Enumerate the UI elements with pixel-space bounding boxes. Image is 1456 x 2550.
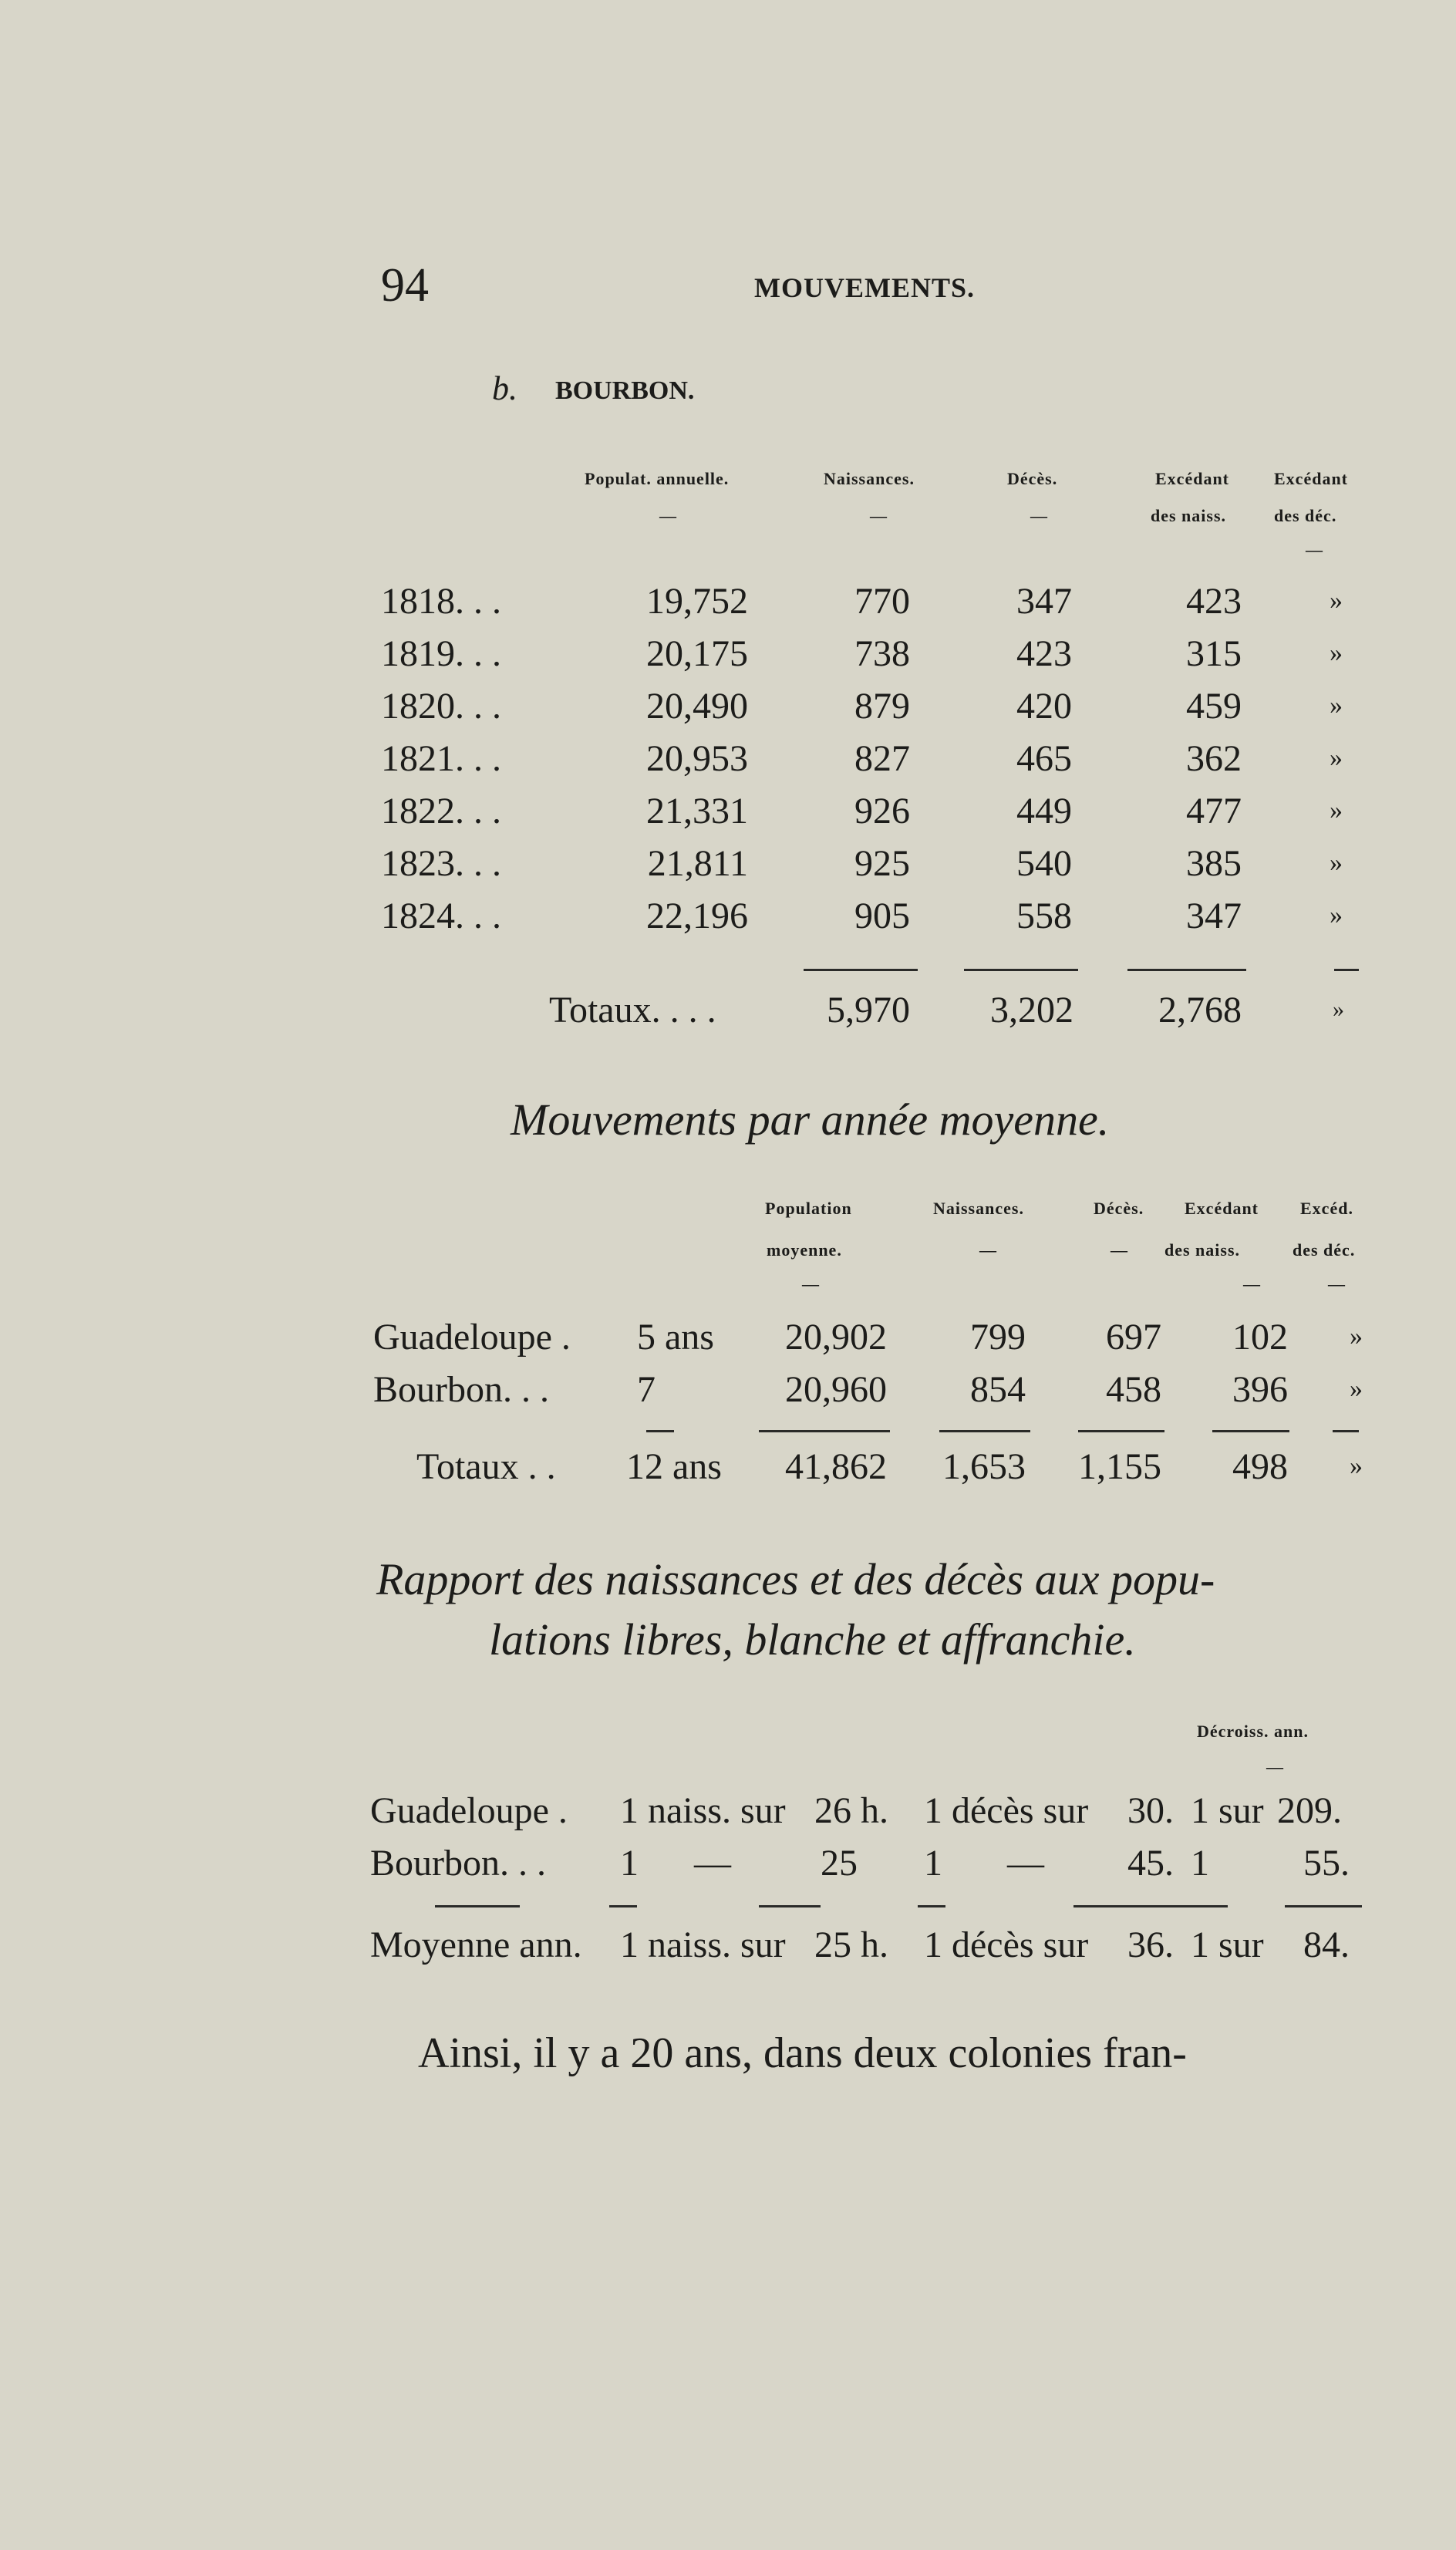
row-n1: 1 <box>620 1790 639 1831</box>
section-title-rapport-line1: Rapport des naissances et des décès aux popu- <box>376 1554 1215 1604</box>
row-d1: 1 <box>924 1843 942 1884</box>
row-excedant-naiss: 315 <box>1186 633 1242 674</box>
row-naissances: 770 <box>854 581 910 622</box>
row-excedant-naiss: 459 <box>1186 686 1242 727</box>
row-population: 22,196 <box>646 896 748 936</box>
row-deces: 697 <box>1106 1317 1161 1358</box>
section-title-moyenne: Mouvements par année moyenne. <box>511 1095 1110 1145</box>
row-naissances: 905 <box>854 896 910 936</box>
row-excedant-dec: » <box>1330 744 1343 772</box>
row-population: 20,490 <box>646 686 748 727</box>
total-rule <box>435 1905 520 1907</box>
totals-n2: 25 h. <box>814 1924 888 1965</box>
col-sub-deces: — <box>1030 506 1048 525</box>
col-header-deces: Décès. <box>1007 469 1058 488</box>
row-population: 21,331 <box>646 791 748 831</box>
row-deces: 449 <box>1016 791 1072 831</box>
row-excedant-dec: » <box>1330 586 1343 615</box>
col-sub-naissances: — <box>979 1240 997 1260</box>
row-naissances: 799 <box>970 1317 1026 1358</box>
col-sub-exc-dec-dash: — <box>1328 1274 1346 1294</box>
totals-label: Moyenne ann. <box>370 1924 582 1965</box>
row-population: 20,175 <box>646 633 748 674</box>
row-deces: 540 <box>1016 843 1072 884</box>
row-naiss: — <box>694 1843 731 1884</box>
row-years: 7 <box>637 1369 656 1410</box>
row-naissances: 925 <box>854 843 910 884</box>
row-name: Bourbon. . . <box>370 1843 546 1884</box>
row-deces: 423 <box>1016 633 1072 674</box>
total-rule <box>918 1905 945 1907</box>
total-rule <box>1073 1905 1228 1907</box>
totals-sur: sur <box>1218 1924 1264 1965</box>
row-deces: décès sur <box>952 1790 1089 1831</box>
col-header-population: Populat. annuelle. <box>585 469 730 488</box>
col-sub-naissances: — <box>870 506 888 525</box>
row-excedant-dec: » <box>1330 639 1343 667</box>
row-excedant-dec: » <box>1350 1322 1363 1351</box>
row-excedant-naiss: 396 <box>1232 1369 1288 1410</box>
row-excedant-naiss: 385 <box>1186 843 1242 884</box>
totals-label: Totaux. . . . <box>549 990 716 1030</box>
row-r1: 1 <box>1191 1843 1209 1884</box>
row-name: Bourbon. . . <box>373 1369 549 1410</box>
row-population: 19,752 <box>646 581 748 622</box>
row-excedant-dec: » <box>1350 1375 1363 1403</box>
col-header-excedant-naiss: Excédant <box>1155 469 1229 488</box>
total-rule <box>1333 1430 1359 1432</box>
row-deces: 458 <box>1106 1369 1161 1410</box>
row-excedant-dec: » <box>1330 901 1343 929</box>
row-naissances: 926 <box>854 791 910 831</box>
row-excedant-naiss: 423 <box>1186 581 1242 622</box>
col-sub-population: — <box>659 506 677 525</box>
row-population: 21,811 <box>647 843 748 884</box>
row-r2: 209. <box>1277 1790 1342 1831</box>
col-header-excedant-dec: Excéd. <box>1300 1199 1353 1218</box>
row-naissances: 879 <box>854 686 910 727</box>
col-sub-population: moyenne. <box>767 1240 842 1260</box>
row-year: 1822. . . <box>381 791 501 831</box>
row-n1: 1 <box>620 1843 639 1884</box>
row-naissances: 854 <box>970 1369 1026 1410</box>
col-header-population: Population <box>765 1199 852 1218</box>
row-r1: 1 <box>1191 1790 1209 1831</box>
row-n2: 25 <box>821 1843 858 1884</box>
row-years: 5 ans <box>637 1317 714 1358</box>
row-year: 1823. . . <box>381 843 501 884</box>
running-title: MOUVEMENTS. <box>754 272 976 303</box>
col-header-excedant-naiss: Excédant <box>1185 1199 1259 1218</box>
totals-deces: 1,155 <box>1078 1446 1161 1487</box>
totals-r1: 1 <box>1191 1924 1209 1965</box>
totals-naiss: naiss. sur <box>648 1924 786 1965</box>
total-rule <box>1078 1430 1164 1432</box>
col-sub-excedant-naiss: des naiss. <box>1164 1240 1241 1260</box>
col-sub-population-dash: — <box>802 1274 820 1294</box>
totals-excedant-naiss: 2,768 <box>1158 990 1242 1030</box>
row-year: 1818. . . <box>381 581 501 622</box>
totals-label: Totaux . . <box>416 1446 556 1487</box>
row-population: 20,960 <box>785 1369 887 1410</box>
totals-d1: 1 <box>924 1924 942 1965</box>
col-sub-decroiss-dash: — <box>1266 1757 1284 1776</box>
row-year: 1824. . . <box>381 896 501 936</box>
row-excedant-dec: » <box>1330 848 1343 877</box>
row-excedant-naiss: 362 <box>1186 738 1242 779</box>
col-sub-excedant-dec: des déc. <box>1274 506 1337 525</box>
row-deces: 465 <box>1016 738 1072 779</box>
total-rule <box>939 1430 1030 1432</box>
total-rule <box>1212 1430 1289 1432</box>
section-heading: BOURBON. <box>555 376 695 405</box>
row-population: 20,902 <box>785 1317 887 1358</box>
totals-deces: décès sur <box>952 1924 1089 1965</box>
row-deces: 420 <box>1016 686 1072 727</box>
totals-years: 12 ans <box>626 1446 722 1487</box>
totals-excedant-dec: » <box>1333 997 1344 1022</box>
col-header-deces: Décès. <box>1094 1199 1144 1218</box>
section-letter: b. <box>492 369 517 407</box>
col-sub-excedant-dec: des déc. <box>1293 1240 1356 1260</box>
row-excedant-naiss: 477 <box>1186 791 1242 831</box>
page-number: 94 <box>381 259 429 312</box>
col-sub-excedant-naiss: des naiss. <box>1151 506 1227 525</box>
row-year: 1819. . . <box>381 633 501 674</box>
col-header-excedant-dec: Excédant <box>1274 469 1348 488</box>
row-naissances: 827 <box>854 738 910 779</box>
row-excedant-dec: » <box>1330 796 1343 825</box>
row-year: 1820. . . <box>381 686 501 727</box>
col-header-naissances: Naissances. <box>933 1199 1024 1218</box>
totals-population: 41,862 <box>785 1446 887 1487</box>
total-rule <box>1127 969 1246 971</box>
row-year: 1821. . . <box>381 738 501 779</box>
total-rule <box>964 969 1078 971</box>
totals-n1: 1 <box>620 1924 639 1965</box>
row-excedant-naiss: 347 <box>1186 896 1242 936</box>
totals-excedant-dec: » <box>1350 1452 1363 1480</box>
col-sub-exc-naiss-dash: — <box>1243 1274 1261 1294</box>
totals-naissances: 1,653 <box>942 1446 1026 1487</box>
totals-naissances: 5,970 <box>827 990 910 1030</box>
body-text-line: Ainsi, il y a 20 ans, dans deux colonies fran- <box>418 2029 1187 2077</box>
row-deces: 347 <box>1016 581 1072 622</box>
total-rule <box>1285 1905 1362 1907</box>
col-header-decroiss: Décroiss. ann. <box>1197 1722 1309 1741</box>
row-deces: — <box>1007 1843 1044 1884</box>
total-rule <box>804 969 918 971</box>
row-population: 20,953 <box>646 738 748 779</box>
total-rule <box>609 1905 637 1907</box>
section-title-rapport-line2: lations libres, blanche et affranchie. <box>489 1614 1136 1665</box>
col-header-naissances: Naissances. <box>824 469 915 488</box>
row-name: Guadeloupe . <box>373 1317 571 1358</box>
row-r2: 55. <box>1303 1843 1350 1884</box>
row-deces: 558 <box>1016 896 1072 936</box>
row-naissances: 738 <box>854 633 910 674</box>
row-excedant-dec: » <box>1330 691 1343 720</box>
row-d2: 30. <box>1127 1790 1174 1831</box>
totals-d2: 36. <box>1127 1924 1174 1965</box>
total-rule <box>1334 969 1359 971</box>
totals-excedant-naiss: 498 <box>1232 1446 1288 1487</box>
totals-r2: 84. <box>1303 1924 1350 1965</box>
totals-deces: 3,202 <box>990 990 1073 1030</box>
col-sub-excedant-dec-dash: — <box>1306 540 1323 559</box>
row-sur: sur <box>1218 1790 1264 1831</box>
row-d2: 45. <box>1127 1843 1174 1884</box>
row-name: Guadeloupe . <box>370 1790 568 1831</box>
row-d1: 1 <box>924 1790 942 1831</box>
row-excedant-naiss: 102 <box>1232 1317 1288 1358</box>
col-sub-deces: — <box>1111 1240 1128 1260</box>
total-rule <box>646 1430 674 1432</box>
row-n2: 26 h. <box>814 1790 888 1831</box>
total-rule <box>759 1430 890 1432</box>
row-naiss: naiss. sur <box>648 1790 786 1831</box>
total-rule <box>759 1905 821 1907</box>
